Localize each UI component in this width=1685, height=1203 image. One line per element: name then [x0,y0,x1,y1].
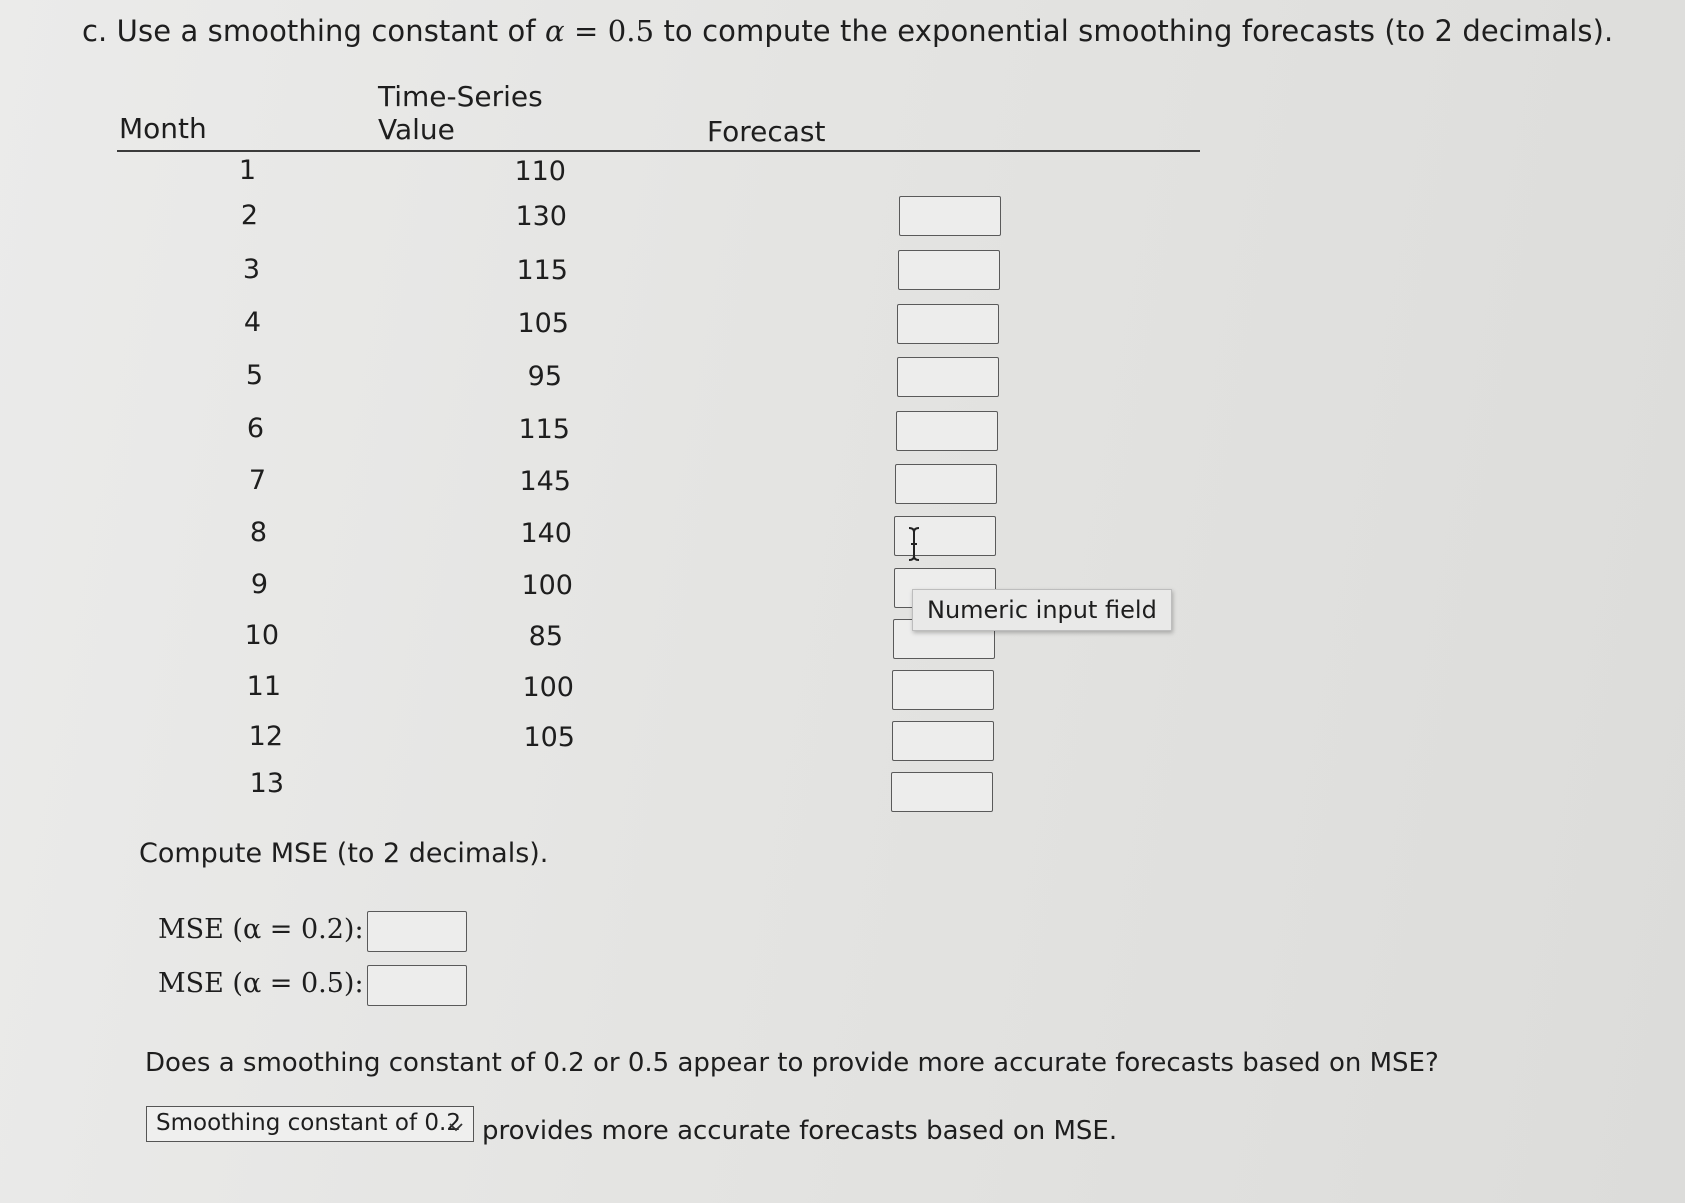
question-text [82,14,1613,48]
select-value: Smoothing constant of 0.2 [156,1110,461,1136]
value-cell-11: 100 [522,672,574,703]
mse-02-label: MSE (α = 0.2): [158,914,364,945]
month-cell-7: 7 [248,465,266,496]
forecast-input-month-6[interactable] [896,411,998,451]
value-cell-7: 145 [519,466,571,497]
month-cell-3: 3 [242,254,260,285]
value-cell-4: 105 [517,308,569,339]
alpha-value: 0.5 [607,14,655,48]
month-cell-1: 1 [238,155,256,186]
month-cell-6: 6 [246,413,264,444]
mse-05-label: MSE (α = 0.5): [158,968,364,999]
month-cell-11: 11 [246,671,281,702]
month-cell-2: 2 [240,200,258,231]
month-cell-4: 4 [243,307,261,338]
text-cursor-icon [906,526,922,566]
value-cell-8: 140 [520,518,572,549]
value-cell-12: 105 [523,722,575,753]
alpha-equals: = [564,14,608,48]
value-cell-1: 110 [514,156,566,187]
forecast-input-month-7[interactable] [895,464,997,504]
value-cell-5: 95 [527,361,562,392]
comparison-suffix: provides more accurate forecasts based on MSE. [482,1116,1118,1146]
forecast-input-month-2[interactable] [899,196,1001,236]
value-cell-6: 115 [518,414,570,445]
forecast-input-month-12[interactable] [892,721,994,761]
question-prefix: c. Use a smoothing constant of [82,14,545,48]
value-cell-9: 100 [521,570,573,601]
month-cell-12: 12 [248,721,283,752]
comparison-question: Does a smoothing constant of 0.2 or 0.5 appear to provide more accurate forecasts based on MSE? [145,1048,1439,1078]
value-cell-2: 130 [515,201,567,232]
mse-02-input[interactable] [367,911,467,952]
header-value-line2: Value [378,113,455,146]
forecast-input-month-4[interactable] [897,304,999,344]
chevron-down-icon [447,1113,465,1146]
month-cell-10: 10 [244,620,279,651]
value-cell-10: 85 [528,621,563,652]
forecast-input-month-11[interactable] [892,670,994,710]
question-alpha [545,14,654,48]
mse-05-input[interactable] [367,965,467,1006]
month-cell-5: 5 [245,360,263,391]
value-cell-3: 115 [516,255,568,286]
header-forecast: Forecast [707,115,826,148]
month-cell-9: 9 [250,569,268,600]
month-cell-8: 8 [249,517,267,548]
question-suffix: to compute the exponential smoothing forecasts (to 2 decimals). [654,14,1614,48]
header-value-line1: Time-Series [378,80,543,113]
forecast-input-month-13[interactable] [891,772,993,812]
header-rule [117,150,1200,152]
numeric-input-tooltip: Numeric input field [912,589,1172,631]
forecast-input-month-3[interactable] [898,250,1000,290]
month-cell-13: 13 [249,768,284,799]
header-month: Month [119,112,207,145]
smoothing-constant-select[interactable] [146,1106,474,1142]
forecast-input-month-5[interactable] [897,357,999,397]
mse-prompt: Compute MSE (to 2 decimals). [139,838,549,869]
alpha-symbol: α [544,14,565,48]
